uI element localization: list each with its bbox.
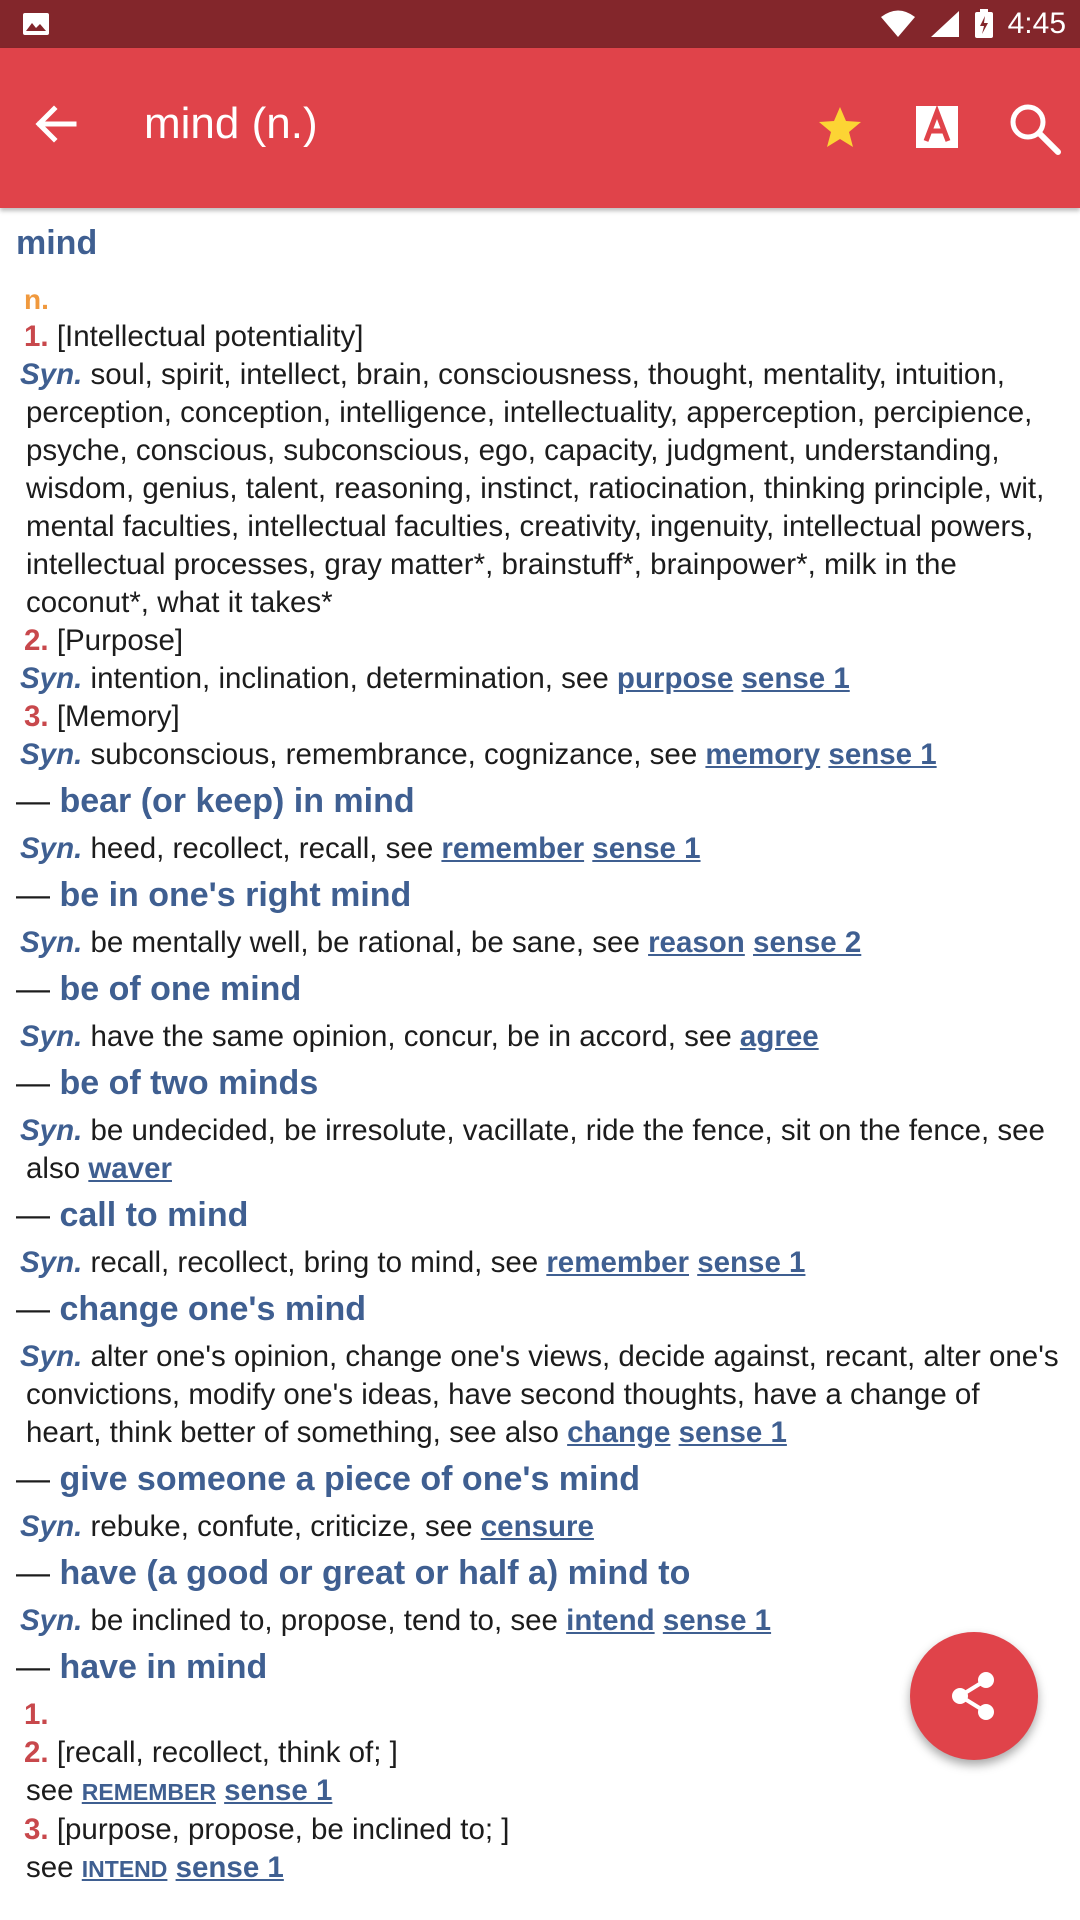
syn-text: rebuke, confute, criticize, see [90, 1510, 481, 1543]
link-sense[interactable]: sense 1 [697, 1246, 806, 1279]
link-sense[interactable]: sense 1 [224, 1774, 333, 1807]
syn-label: Syn. [20, 1510, 83, 1543]
syn-label: Syn. [20, 738, 83, 771]
phrase-dash: — [16, 1554, 50, 1592]
part-of-speech: n. [24, 284, 49, 315]
link-censure[interactable]: censure [480, 1510, 594, 1543]
entry-body [16, 282, 1060, 1888]
synonyms [20, 1508, 1060, 1546]
back-arrow-icon[interactable] [30, 98, 82, 150]
sense-2 [24, 622, 1060, 660]
link-sense[interactable]: sense 1 [741, 662, 850, 695]
link-sense[interactable]: sense 2 [753, 926, 862, 959]
syn-label: Syn. [20, 662, 83, 695]
syn-text: alter one's opinion, change one's views, decide against, recant, alter one's convictions, modify one's ideas, have second thoughts, have a change of heart, think better of something, see also [26, 1340, 1059, 1449]
sense-1 [24, 318, 1060, 356]
font-size-icon[interactable] [914, 104, 960, 150]
share-icon [946, 1668, 1002, 1724]
syn-label: Syn. [20, 926, 83, 959]
see-also [26, 1772, 1060, 1811]
synonyms [20, 1112, 1060, 1188]
link-sense[interactable]: sense 1 [175, 1851, 284, 1884]
link-sense[interactable]: sense 1 [592, 832, 701, 865]
phrase-text: call to mind [59, 1196, 249, 1234]
synonyms [20, 660, 1060, 698]
link-remember[interactable]: REMEMBER [81, 1779, 216, 1805]
status-time: 4:45 [1007, 7, 1066, 40]
synonyms [20, 924, 1060, 962]
sense-number: 1. [24, 320, 49, 353]
syn-text: be undecided, be irresolute, vacillate, ride the fence, sit on the fence, see also [26, 1114, 1045, 1185]
search-icon[interactable] [1006, 100, 1062, 156]
link-sense[interactable]: sense 1 [662, 1604, 772, 1637]
synonyms [20, 356, 1060, 622]
phrase-dash: — [16, 1460, 50, 1498]
sense-label: [recall, recollect, think of; ] [56, 1736, 398, 1769]
sense-2 [24, 1734, 1060, 1772]
phrase-text: have in mind [59, 1648, 268, 1686]
phrase-text: be of two minds [59, 1064, 319, 1102]
sense-label: [Memory] [56, 700, 180, 733]
synonyms [20, 1602, 1060, 1640]
phrase-text: bear (or keep) in mind [59, 782, 415, 820]
syn-text: be mentally well, be rational, be sane, see [90, 926, 649, 959]
syn-text: heed, recollect, recall, see [90, 832, 442, 865]
phrase-dash: — [16, 782, 50, 820]
phrase-heading [16, 1288, 1060, 1330]
sense-number: 2. [24, 1736, 49, 1769]
app-bar [0, 48, 1080, 208]
phrase-dash: — [16, 970, 50, 1008]
phrase-heading [16, 1646, 1060, 1688]
phrase-dash: — [16, 876, 50, 914]
syn-text: recall, recollect, bring to mind, see [90, 1246, 547, 1279]
see-text: see [26, 1851, 82, 1884]
phrase-text: change one's mind [59, 1290, 367, 1328]
star-icon[interactable] [816, 104, 864, 152]
syn-text: soul, spirit, intellect, brain, consciousness, thought, mentality, intuition, perception, conception, intelligence, intellectuality, apperception, percipience, psyche, conscious, subconscious, ego, capacity, judgment, understanding, wisdom, genius, talent, reasoning, instinct, ratiocination, thinking principle, wit, mental faculties, intellectual faculties, creativity, ingenuity, intellectual powers, intellectual processes, gray matter*, brainstuff*, brainpower*, milk in the coconut*, what it takes* [26, 358, 1045, 619]
synonyms [20, 736, 1060, 774]
syn-label: Syn. [20, 1604, 83, 1637]
sense-number: 2. [24, 624, 49, 657]
status-bar [0, 0, 1080, 48]
link-sense[interactable]: sense 1 [678, 1416, 787, 1449]
sense-number: 3. [24, 700, 49, 733]
link-purpose[interactable]: purpose [616, 662, 734, 695]
phrase-heading [16, 968, 1060, 1010]
battery-charging-icon [974, 9, 994, 39]
link-intend[interactable]: INTEND [81, 1856, 168, 1882]
see-text: see [26, 1774, 82, 1807]
phrase-dash: — [16, 1196, 50, 1234]
gallery-icon [22, 12, 50, 36]
synonyms [20, 830, 1060, 868]
link-waver[interactable]: waver [88, 1152, 172, 1185]
phrase-heading [16, 874, 1060, 916]
link-sense[interactable]: sense 1 [828, 738, 937, 771]
phrase-text: have (a good or great or half a) mind to [59, 1554, 691, 1592]
link-agree[interactable]: agree [739, 1020, 819, 1053]
syn-label: Syn. [20, 1340, 83, 1373]
syn-label: Syn. [20, 1020, 83, 1053]
see-also [26, 1849, 1060, 1888]
link-reason[interactable]: reason [648, 926, 745, 959]
sense-number: 1. [24, 1698, 49, 1731]
syn-label: Syn. [20, 832, 83, 865]
link-intend[interactable]: intend [566, 1604, 655, 1637]
signal-icon [930, 10, 960, 38]
phrase-heading [16, 1458, 1060, 1500]
share-button[interactable] [910, 1632, 1038, 1760]
phrase-heading [16, 1194, 1060, 1236]
headword: mind [16, 224, 98, 262]
sense-label: [Purpose] [56, 624, 184, 657]
phrase-dash: — [16, 1064, 50, 1102]
sense-1 [24, 1696, 1060, 1734]
syn-label: Syn. [20, 358, 83, 391]
syn-text: intention, inclination, determination, see [90, 662, 617, 695]
sense-3 [24, 698, 1060, 736]
syn-text: have the same opinion, concur, be in accord, see [90, 1020, 740, 1053]
sense-number: 3. [24, 1813, 49, 1846]
synonyms [20, 1338, 1060, 1452]
synonyms [20, 1018, 1060, 1056]
syn-text: be inclined to, propose, tend to, see [90, 1604, 567, 1637]
syn-text: subconscious, remembrance, cognizance, see [90, 738, 706, 771]
link-change[interactable]: change [567, 1416, 671, 1449]
phrase-dash: — [16, 1290, 50, 1328]
synonyms [20, 1244, 1060, 1282]
sense-label: [Intellectual potentiality] [56, 320, 364, 353]
link-remember[interactable]: remember [441, 832, 585, 865]
phrase-text: give someone a piece of one's mind [59, 1460, 641, 1498]
phrase-dash: — [16, 1648, 50, 1686]
phrase-text: be in one's right mind [59, 876, 412, 914]
phrase-heading [16, 780, 1060, 822]
link-remember[interactable]: remember [546, 1246, 689, 1279]
phrase-heading [16, 1062, 1060, 1104]
sense-3 [24, 1811, 1060, 1849]
page-title: mind (n.) [144, 99, 318, 148]
link-memory[interactable]: memory [705, 738, 821, 771]
sense-label: [purpose, propose, be inclined to; ] [56, 1813, 510, 1846]
phrase-heading [16, 1552, 1060, 1594]
syn-label: Syn. [20, 1246, 83, 1279]
wifi-icon [880, 10, 916, 38]
phrase-text: be of one mind [59, 970, 302, 1008]
syn-label: Syn. [20, 1114, 83, 1147]
